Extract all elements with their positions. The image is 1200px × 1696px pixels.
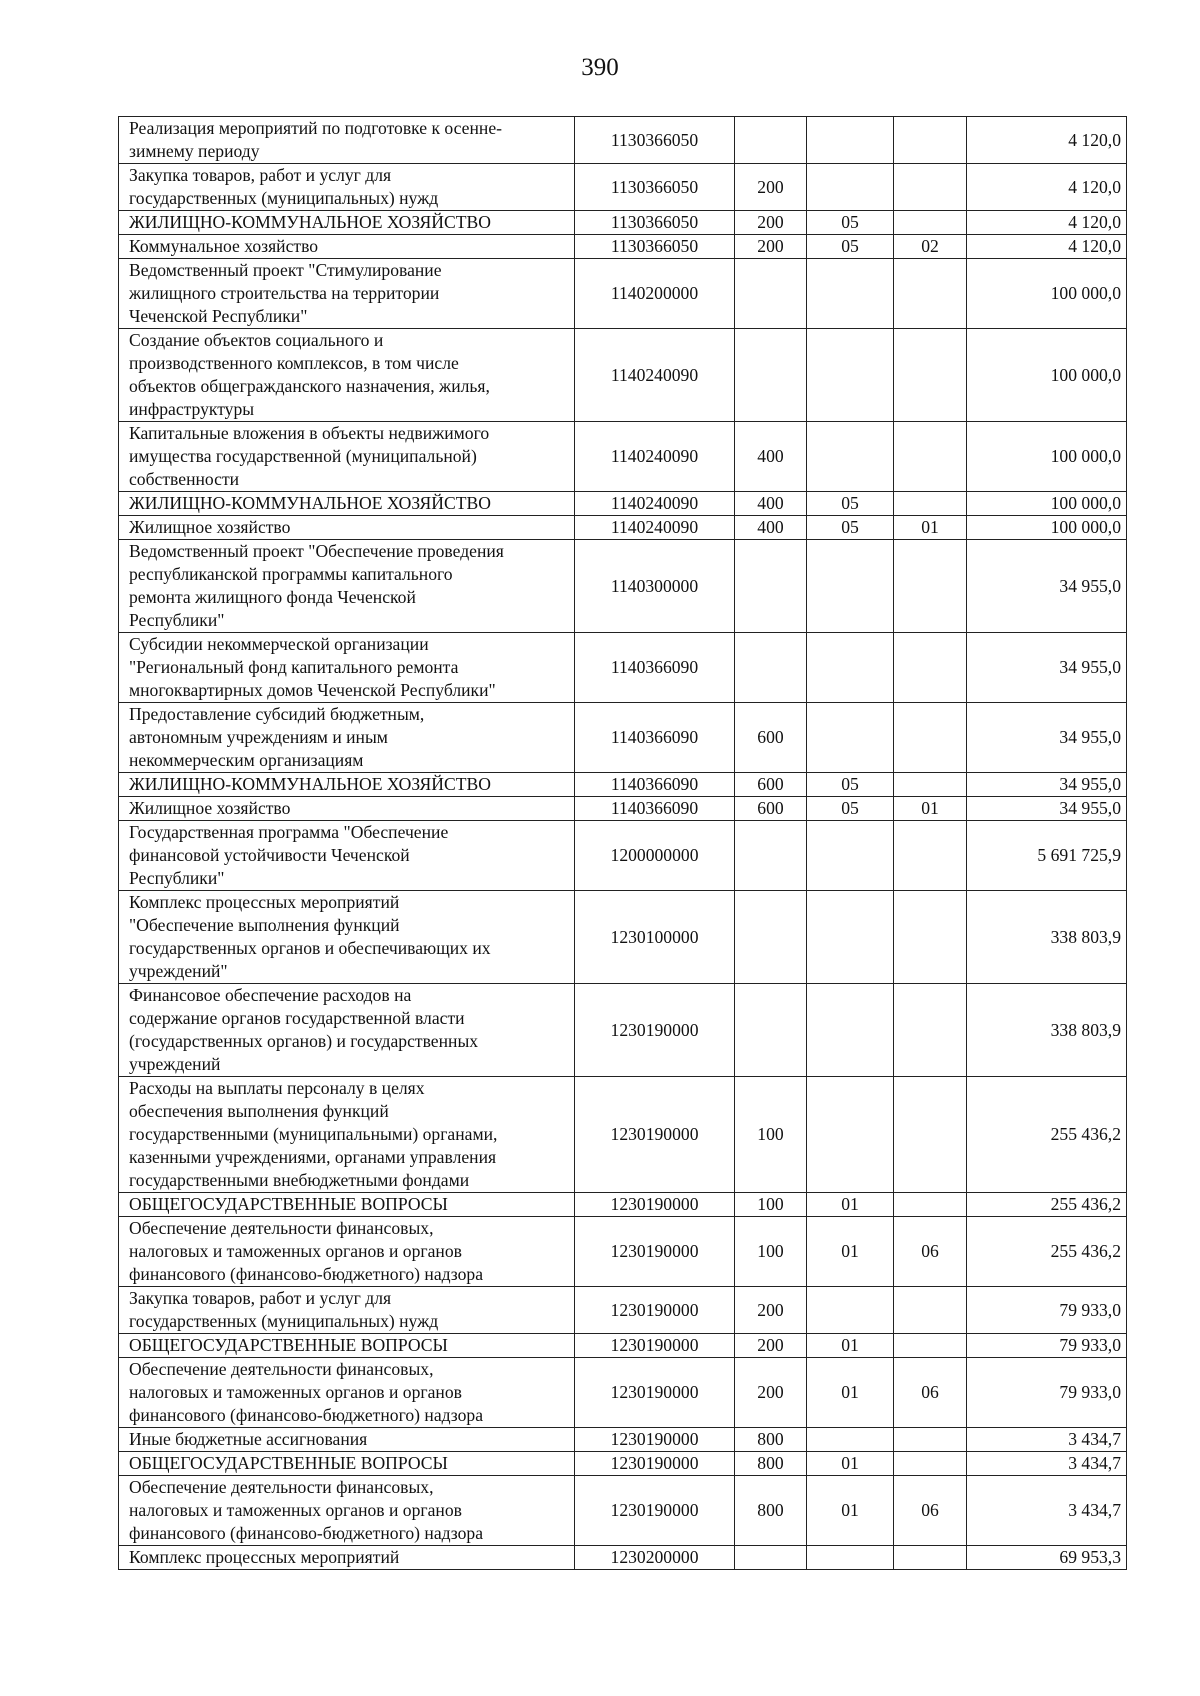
- table-row: [119, 211, 1127, 235]
- cell-name: [119, 891, 575, 984]
- cell-expense-type: 200: [735, 235, 807, 259]
- cell-expense-type: [735, 259, 807, 329]
- name-line: имущества государственной (муниципальной): [129, 446, 477, 466]
- cell-expense-type: 600: [735, 797, 807, 821]
- cell-name: [119, 1193, 575, 1217]
- cell-name: [119, 1452, 575, 1476]
- cell-name: [119, 1077, 575, 1193]
- cell-amount: 4 120,0: [967, 164, 1127, 211]
- cell-name: [119, 540, 575, 633]
- name-line: Иные бюджетные ассигнования: [129, 1429, 368, 1449]
- cell-section: 05: [807, 773, 894, 797]
- table-row: [119, 422, 1127, 492]
- cell-target-article: 1130366050: [575, 164, 735, 211]
- cell-section: [807, 1546, 894, 1570]
- name-line: Создание объектов социального и: [129, 330, 384, 350]
- cell-subsection: 01: [894, 797, 967, 821]
- table-row: [119, 117, 1127, 164]
- cell-expense-type: 800: [735, 1476, 807, 1546]
- cell-target-article: 1230190000: [575, 1358, 735, 1428]
- cell-amount: 100 000,0: [967, 492, 1127, 516]
- cell-subsection: [894, 1334, 967, 1358]
- name-line: ремонта жилищного фонда Чеченской: [129, 587, 416, 607]
- cell-section: [807, 1428, 894, 1452]
- table-row: [119, 1452, 1127, 1476]
- name-line: ОБЩЕГОСУДАРСТВЕННЫЕ ВОПРОСЫ: [129, 1453, 448, 1473]
- cell-section: 05: [807, 797, 894, 821]
- cell-amount: 100 000,0: [967, 259, 1127, 329]
- page-number: 390: [581, 54, 619, 81]
- cell-name: [119, 516, 575, 540]
- table-row: [119, 773, 1127, 797]
- cell-section: [807, 633, 894, 703]
- cell-target-article: 1140200000: [575, 259, 735, 329]
- name-line: Коммунальное хозяйство: [129, 236, 319, 256]
- name-line: Государственная программа "Обеспечение: [129, 822, 449, 842]
- name-line: Субсидии некоммерческой организации: [129, 634, 429, 654]
- cell-section: 01: [807, 1476, 894, 1546]
- cell-amount: 4 120,0: [967, 235, 1127, 259]
- cell-amount: 100 000,0: [967, 516, 1127, 540]
- cell-section: [807, 117, 894, 164]
- cell-expense-type: [735, 821, 807, 891]
- name-line: Ведомственный проект "Обеспечение проведения: [129, 541, 504, 561]
- name-line: "Обеспечение выполнения функций: [129, 915, 400, 935]
- name-line: Комплекс процессных мероприятий: [129, 892, 400, 912]
- cell-expense-type: 400: [735, 516, 807, 540]
- table-row: [119, 1077, 1127, 1193]
- cell-amount: 34 955,0: [967, 797, 1127, 821]
- budget-table: [118, 116, 1127, 1570]
- cell-amount: 255 436,2: [967, 1217, 1127, 1287]
- table-row: [119, 1546, 1127, 1570]
- cell-expense-type: 200: [735, 1358, 807, 1428]
- cell-target-article: 1140366090: [575, 773, 735, 797]
- cell-expense-type: [735, 540, 807, 633]
- cell-subsection: [894, 984, 967, 1077]
- cell-section: [807, 422, 894, 492]
- name-line: "Региональный фонд капитального ремонта: [129, 657, 459, 677]
- name-line: некоммерческим организациям: [129, 750, 364, 770]
- cell-target-article: 1230100000: [575, 891, 735, 984]
- cell-target-article: 1140366090: [575, 633, 735, 703]
- cell-subsection: 06: [894, 1358, 967, 1428]
- cell-amount: 255 436,2: [967, 1193, 1127, 1217]
- cell-name: [119, 1287, 575, 1334]
- cell-target-article: 1230190000: [575, 1452, 735, 1476]
- cell-subsection: [894, 821, 967, 891]
- name-line: республиканской программы капитального: [129, 564, 453, 584]
- name-line: налоговых и таможенных органов и органов: [129, 1500, 462, 1520]
- cell-section: 01: [807, 1334, 894, 1358]
- table-row: [119, 1358, 1127, 1428]
- name-line: Закупка товаров, работ и услуг для: [129, 165, 392, 185]
- name-line: казенными учреждениями, органами управления: [129, 1147, 497, 1167]
- cell-amount: 79 933,0: [967, 1287, 1127, 1334]
- cell-amount: 79 933,0: [967, 1358, 1127, 1428]
- name-line: ОБЩЕГОСУДАРСТВЕННЫЕ ВОПРОСЫ: [129, 1194, 448, 1214]
- cell-amount: 3 434,7: [967, 1428, 1127, 1452]
- table-row: [119, 1476, 1127, 1546]
- cell-name: [119, 1217, 575, 1287]
- cell-target-article: 1230190000: [575, 1334, 735, 1358]
- cell-section: 01: [807, 1193, 894, 1217]
- cell-name: [119, 492, 575, 516]
- table-row: [119, 235, 1127, 259]
- cell-target-article: 1130366050: [575, 117, 735, 164]
- cell-amount: 338 803,9: [967, 891, 1127, 984]
- name-line: Чеченской Республики": [129, 306, 308, 326]
- cell-name: [119, 633, 575, 703]
- cell-target-article: 1230190000: [575, 1428, 735, 1452]
- name-line: налоговых и таможенных органов и органов: [129, 1382, 462, 1402]
- name-line: налоговых и таможенных органов и органов: [129, 1241, 462, 1261]
- cell-name: [119, 984, 575, 1077]
- table-row: [119, 1287, 1127, 1334]
- cell-section: [807, 259, 894, 329]
- table-row: [119, 259, 1127, 329]
- cell-expense-type: 200: [735, 211, 807, 235]
- cell-target-article: 1230190000: [575, 1077, 735, 1193]
- cell-section: 05: [807, 492, 894, 516]
- name-line: Обеспечение деятельности финансовых,: [129, 1477, 434, 1497]
- cell-section: [807, 703, 894, 773]
- cell-subsection: [894, 422, 967, 492]
- cell-target-article: 1230200000: [575, 1546, 735, 1570]
- cell-amount: 69 953,3: [967, 1546, 1127, 1570]
- budget-table-body: [119, 117, 1127, 1570]
- cell-target-article: 1130366050: [575, 211, 735, 235]
- name-line: Капитальные вложения в объекты недвижимого: [129, 423, 490, 443]
- name-line: ЖИЛИЩНО-КОММУНАЛЬНОЕ ХОЗЯЙСТВО: [129, 212, 491, 232]
- table-row: [119, 1193, 1127, 1217]
- name-line: производственного комплексов, в том числе: [129, 353, 459, 373]
- cell-target-article: 1230190000: [575, 1193, 735, 1217]
- cell-subsection: [894, 1428, 967, 1452]
- cell-target-article: 1230190000: [575, 1476, 735, 1546]
- table-row: [119, 703, 1127, 773]
- cell-expense-type: 100: [735, 1077, 807, 1193]
- cell-subsection: 01: [894, 516, 967, 540]
- cell-section: [807, 1077, 894, 1193]
- name-line: государственными внебюджетными фондами: [129, 1170, 470, 1190]
- cell-subsection: [894, 540, 967, 633]
- cell-subsection: [894, 492, 967, 516]
- cell-subsection: [894, 891, 967, 984]
- name-line: ЖИЛИЩНО-КОММУНАЛЬНОЕ ХОЗЯЙСТВО: [129, 493, 491, 513]
- cell-section: [807, 1287, 894, 1334]
- name-line: инфраструктуры: [129, 399, 255, 419]
- cell-amount: 338 803,9: [967, 984, 1127, 1077]
- cell-amount: 5 691 725,9: [967, 821, 1127, 891]
- cell-expense-type: [735, 891, 807, 984]
- cell-subsection: [894, 1452, 967, 1476]
- cell-subsection: [894, 1287, 967, 1334]
- cell-name: [119, 1546, 575, 1570]
- name-line: Жилищное хозяйство: [129, 517, 291, 537]
- name-line: Жилищное хозяйство: [129, 798, 291, 818]
- cell-target-article: 1230190000: [575, 984, 735, 1077]
- table-row: [119, 821, 1127, 891]
- table-row: [119, 1217, 1127, 1287]
- cell-expense-type: 600: [735, 773, 807, 797]
- cell-target-article: 1140240090: [575, 516, 735, 540]
- name-line: финансового (финансово-бюджетного) надзора: [129, 1405, 484, 1425]
- cell-subsection: [894, 633, 967, 703]
- name-line: жилищного строительства на территории: [129, 283, 440, 303]
- table-row: [119, 891, 1127, 984]
- name-line: содержание органов государственной власти: [129, 1008, 465, 1028]
- cell-name: [119, 259, 575, 329]
- cell-expense-type: 100: [735, 1193, 807, 1217]
- cell-expense-type: 200: [735, 164, 807, 211]
- cell-expense-type: [735, 633, 807, 703]
- cell-section: [807, 821, 894, 891]
- name-line: государственных (муниципальных) нужд: [129, 188, 439, 208]
- cell-amount: 3 434,7: [967, 1476, 1127, 1546]
- cell-name: [119, 329, 575, 422]
- cell-amount: 34 955,0: [967, 633, 1127, 703]
- cell-expense-type: 100: [735, 1217, 807, 1287]
- table-row: [119, 1428, 1127, 1452]
- cell-name: [119, 797, 575, 821]
- cell-subsection: 06: [894, 1476, 967, 1546]
- cell-amount: 4 120,0: [967, 211, 1127, 235]
- cell-expense-type: 400: [735, 492, 807, 516]
- table-row: [119, 633, 1127, 703]
- cell-amount: 4 120,0: [967, 117, 1127, 164]
- name-line: Республики": [129, 868, 225, 888]
- name-line: многоквартирных домов Чеченской Республики": [129, 680, 496, 700]
- name-line: финансовой устойчивости Чеченской: [129, 845, 410, 865]
- cell-subsection: [894, 1546, 967, 1570]
- table-row: [119, 540, 1127, 633]
- cell-name: [119, 164, 575, 211]
- name-line: Расходы на выплаты персоналу в целях: [129, 1078, 425, 1098]
- name-line: финансового (финансово-бюджетного) надзора: [129, 1264, 484, 1284]
- cell-subsection: [894, 1193, 967, 1217]
- cell-name: [119, 211, 575, 235]
- cell-amount: 79 933,0: [967, 1334, 1127, 1358]
- cell-amount: 34 955,0: [967, 773, 1127, 797]
- name-line: собственности: [129, 469, 240, 489]
- cell-amount: 100 000,0: [967, 422, 1127, 492]
- cell-expense-type: 800: [735, 1452, 807, 1476]
- cell-expense-type: [735, 1546, 807, 1570]
- name-line: автономным учреждениям и иным: [129, 727, 388, 747]
- name-line: Закупка товаров, работ и услуг для: [129, 1288, 392, 1308]
- cell-section: [807, 891, 894, 984]
- table-row: [119, 1334, 1127, 1358]
- name-line: ЖИЛИЩНО-КОММУНАЛЬНОЕ ХОЗЯЙСТВО: [129, 774, 491, 794]
- cell-name: [119, 117, 575, 164]
- cell-subsection: [894, 211, 967, 235]
- table-row: [119, 492, 1127, 516]
- cell-subsection: [894, 773, 967, 797]
- cell-section: 01: [807, 1358, 894, 1428]
- cell-name: [119, 422, 575, 492]
- name-line: обеспечения выполнения функций: [129, 1101, 389, 1121]
- name-line: Реализация мероприятий по подготовке к осенне-: [129, 118, 502, 138]
- cell-section: [807, 164, 894, 211]
- cell-subsection: [894, 329, 967, 422]
- name-line: финансового (финансово-бюджетного) надзора: [129, 1523, 484, 1543]
- cell-section: [807, 329, 894, 422]
- cell-amount: 34 955,0: [967, 540, 1127, 633]
- cell-subsection: [894, 117, 967, 164]
- name-line: зимнему периоду: [129, 141, 260, 161]
- table-row: [119, 329, 1127, 422]
- cell-name: [119, 773, 575, 797]
- cell-target-article: 1230190000: [575, 1287, 735, 1334]
- name-line: Предоставление субсидий бюджетным,: [129, 704, 425, 724]
- cell-name: [119, 235, 575, 259]
- name-line: учреждений: [129, 1054, 221, 1074]
- cell-section: 05: [807, 516, 894, 540]
- name-line: Финансовое обеспечение расходов на: [129, 985, 412, 1005]
- cell-section: 01: [807, 1217, 894, 1287]
- table-row: [119, 516, 1127, 540]
- name-line: государственными (муниципальными) органами,: [129, 1124, 498, 1144]
- cell-amount: 3 434,7: [967, 1452, 1127, 1476]
- cell-section: 05: [807, 211, 894, 235]
- cell-expense-type: 400: [735, 422, 807, 492]
- cell-name: [119, 703, 575, 773]
- cell-target-article: 1140366090: [575, 703, 735, 773]
- name-line: государственных органов и обеспечивающих их: [129, 938, 491, 958]
- cell-name: [119, 1476, 575, 1546]
- table-row: [119, 797, 1127, 821]
- cell-subsection: [894, 1077, 967, 1193]
- cell-expense-type: [735, 117, 807, 164]
- cell-target-article: 1200000000: [575, 821, 735, 891]
- name-line: Обеспечение деятельности финансовых,: [129, 1218, 434, 1238]
- cell-section: [807, 984, 894, 1077]
- cell-expense-type: 200: [735, 1334, 807, 1358]
- cell-subsection: [894, 703, 967, 773]
- cell-name: [119, 1358, 575, 1428]
- name-line: (государственных органов) и государственных: [129, 1031, 479, 1051]
- cell-name: [119, 821, 575, 891]
- name-line: Республики": [129, 610, 225, 630]
- cell-expense-type: [735, 984, 807, 1077]
- cell-target-article: 1140240090: [575, 492, 735, 516]
- table-row: [119, 984, 1127, 1077]
- cell-name: [119, 1428, 575, 1452]
- cell-expense-type: 600: [735, 703, 807, 773]
- name-line: объектов общегражданского назначения, жилья,: [129, 376, 490, 396]
- cell-target-article: 1140240090: [575, 329, 735, 422]
- cell-target-article: 1140300000: [575, 540, 735, 633]
- cell-section: 05: [807, 235, 894, 259]
- name-line: Обеспечение деятельности финансовых,: [129, 1359, 434, 1379]
- cell-amount: 100 000,0: [967, 329, 1127, 422]
- cell-amount: 255 436,2: [967, 1077, 1127, 1193]
- name-line: Комплекс процессных мероприятий: [129, 1547, 400, 1567]
- name-line: учреждений": [129, 961, 228, 981]
- cell-target-article: 1140366090: [575, 797, 735, 821]
- name-line: Ведомственный проект "Стимулирование: [129, 260, 442, 280]
- cell-target-article: 1140240090: [575, 422, 735, 492]
- cell-subsection: 06: [894, 1217, 967, 1287]
- cell-target-article: 1230190000: [575, 1217, 735, 1287]
- table-row: [119, 164, 1127, 211]
- name-line: государственных (муниципальных) нужд: [129, 1311, 439, 1331]
- cell-section: [807, 540, 894, 633]
- cell-target-article: 1130366050: [575, 235, 735, 259]
- cell-expense-type: 200: [735, 1287, 807, 1334]
- cell-section: 01: [807, 1452, 894, 1476]
- cell-subsection: [894, 259, 967, 329]
- cell-subsection: 02: [894, 235, 967, 259]
- cell-subsection: [894, 164, 967, 211]
- cell-name: [119, 1334, 575, 1358]
- cell-amount: 34 955,0: [967, 703, 1127, 773]
- cell-expense-type: 800: [735, 1428, 807, 1452]
- cell-expense-type: [735, 329, 807, 422]
- name-line: ОБЩЕГОСУДАРСТВЕННЫЕ ВОПРОСЫ: [129, 1335, 448, 1355]
